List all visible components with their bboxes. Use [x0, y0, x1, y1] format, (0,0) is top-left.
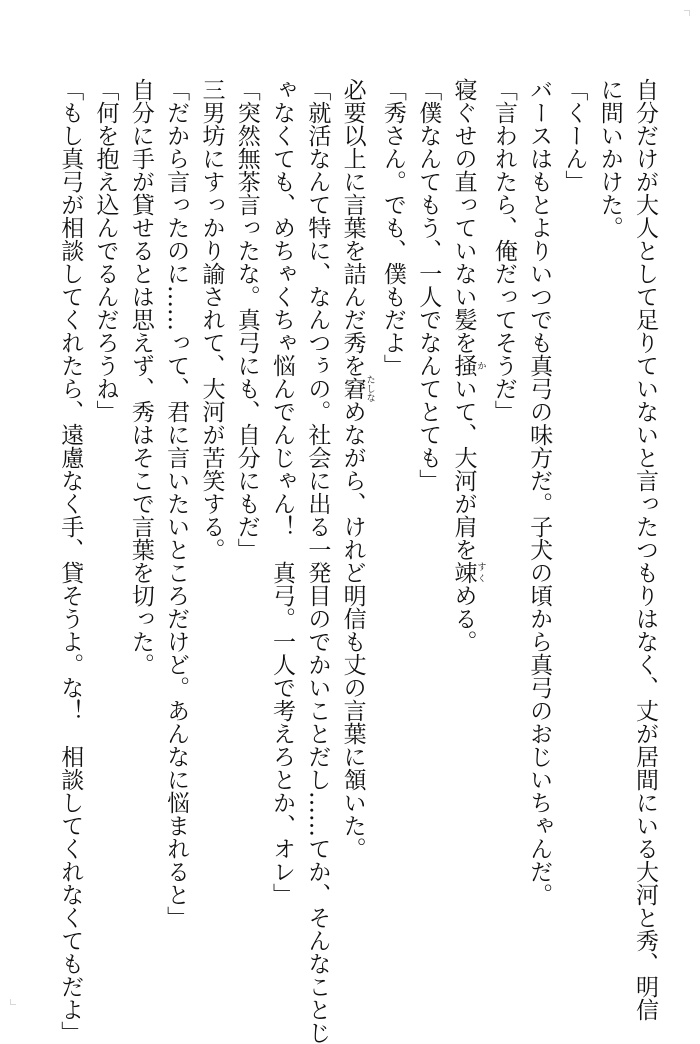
- text-line-7: 「僕なんてもう、一人でなんてとても」: [415, 78, 442, 492]
- text-line-9-a: 必要以上に言葉を詰んだ秀を: [339, 78, 366, 377]
- crop-mark-bottom-left: [10, 999, 16, 1005]
- text-line-12: 「突然無茶言ったな。真弓にも、自分にもだ」: [233, 78, 260, 561]
- text-line-3: 「くーん」: [561, 78, 588, 193]
- text-line-6-b: いて、大河が肩を: [450, 377, 477, 561]
- text-line-4: バースはもとよりいつでも真弓の味方だ。子犬の頃から真弓のおじいちゃんだ。: [526, 78, 553, 906]
- text-line-17: 「もし真弓が相談してくれたら、遠慮なく手、貸そうよ。な！ 相談してくれなくてもだよ」: [57, 78, 84, 1044]
- text-line-2: に問いかけた。: [596, 78, 623, 239]
- text-line-16: 「何を抱え込んでるんだろうね」: [92, 78, 119, 423]
- ruby-sukumeru: 竦 すく: [450, 561, 486, 584]
- text-line-6-a: 寝ぐせの直っていない髪を: [450, 78, 477, 354]
- text-line-10: 「就活なんて特に、なんつぅの。社会に出る一発目のでかいことだし……てか、そんなことじ: [304, 78, 331, 1044]
- text-line-1: 自分だけが大人として足りていないと言ったつもりはなく、丈が居間にいる大河と秀、明信: [632, 78, 658, 1021]
- text-line-13: 三男坊にすっかり諭されて、大河が苦笑する。: [198, 78, 225, 561]
- ruby-tashinamete: 窘 たしな: [339, 375, 375, 402]
- text-line-15: 自分に手が貸せるとは思えず、秀はそこで言葉を切った。: [127, 78, 154, 676]
- text-line-9-b: めながら、けれど明信も丈の言葉に頷いた。: [339, 400, 366, 860]
- text-line-11: ゃなくても、めちゃくちゃ悩んでんじゃん！ 真弓。一人で考えろとか、オレ」: [269, 78, 296, 906]
- text-line-6-c: める。: [450, 584, 477, 653]
- text-line-8: 「秀さん。でも、僕もだよ」: [379, 78, 406, 377]
- text-line-5: 「言われたら、俺だってそうだ」: [490, 78, 517, 423]
- crop-mark-top-right: [684, 10, 690, 16]
- text-line-6: [445, 78, 485, 958]
- ruby-kaite: 掻 か: [450, 354, 486, 377]
- text-line-9: [334, 78, 374, 958]
- vertical-text-body: [52, 78, 662, 1044]
- text-line-14: 「だから言ったのに……って、君に言いたいところだけど。あんなに悩まれると」: [163, 78, 190, 929]
